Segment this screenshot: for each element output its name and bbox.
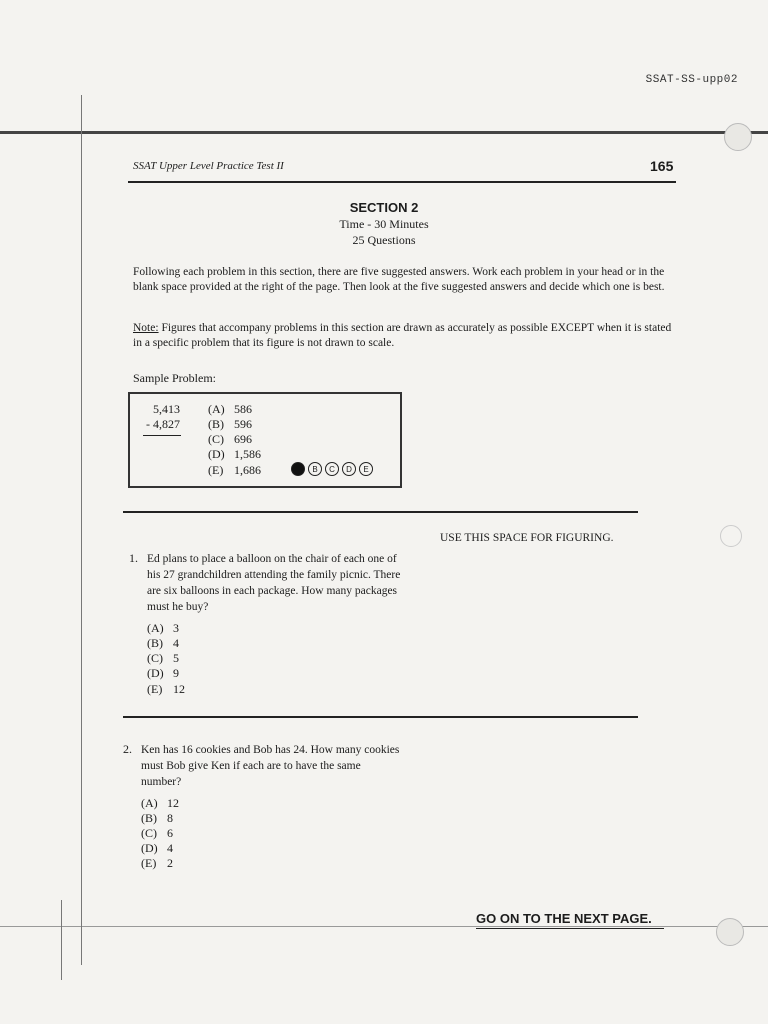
question-1-number: 1.	[129, 551, 138, 565]
section-questions: 25 Questions	[352, 233, 416, 247]
sample-problem-label: Sample Problem:	[133, 371, 216, 385]
answer-bubble-c[interactable]: C	[325, 462, 339, 476]
question-2-choice-d[interactable]: (D) 4	[141, 841, 173, 855]
punch-hole-middle	[720, 525, 742, 547]
binding-line	[0, 131, 768, 134]
question-2-choice-e[interactable]: (E) 2	[141, 856, 173, 870]
page-number: 165	[650, 158, 674, 174]
sample-minuend: 5,413	[153, 402, 180, 416]
question-1-choice-a[interactable]: (A) 3	[147, 621, 179, 635]
question-2-choice-c[interactable]: (C) 6	[141, 826, 173, 840]
answer-bubble-d[interactable]: D	[342, 462, 356, 476]
binding-line-bottom	[0, 926, 768, 927]
question-1-choice-b[interactable]: (B) 4	[147, 636, 179, 650]
question-1-choice-c[interactable]: (C) 5	[147, 651, 179, 665]
question-1-choice-e[interactable]: (E) 12	[147, 682, 185, 696]
sample-choice-a: (A) 586	[208, 402, 252, 416]
answer-bubble-filled[interactable]	[291, 462, 305, 476]
sample-choice-e: (E) 1,686	[208, 463, 261, 477]
question-1-text: Ed plans to place a balloon on the chair of each one of his 27 grandchildren attending the family picnic. There are six balloons in each package. How many packages must he buy?	[147, 553, 401, 613]
question-2-text: Ken has 16 cookies and Bob has 24. How many cookies must Bob give Ken if each are to have the same number?	[141, 744, 400, 788]
note-label: Note:	[133, 322, 159, 334]
header-rule	[128, 181, 676, 183]
question-divider	[123, 716, 638, 718]
sample-choice-b: (B) 596	[208, 417, 252, 431]
question-2-choice-b[interactable]: (B) 8	[141, 811, 173, 825]
sample-underline	[143, 435, 181, 436]
sample-choice-c: (C) 696	[208, 432, 252, 446]
document-code: SSAT-SS-upp02	[645, 74, 738, 86]
figuring-space-label: USE THIS SPACE FOR FIGURING.	[440, 532, 614, 544]
question-2-number: 2.	[123, 742, 132, 756]
header-title: SSAT Upper Level Practice Test II	[133, 160, 284, 172]
section-title: SECTION 2	[349, 200, 419, 215]
sample-choice-d: (D) 1,586	[208, 447, 261, 461]
next-page-underline	[476, 928, 664, 929]
section-time: Time - 30 Minutes	[339, 217, 429, 231]
section-divider	[123, 511, 638, 513]
punch-hole-bottom	[716, 918, 744, 946]
note-paragraph	[133, 321, 678, 351]
question-1-choice-d[interactable]: (D) 9	[147, 666, 179, 680]
answer-bubble-e[interactable]: E	[359, 462, 373, 476]
sample-answer-bubbles	[291, 462, 373, 476]
punch-hole-top	[724, 123, 752, 151]
sample-subtrahend: - 4,827	[146, 417, 180, 431]
question-2-choice-a[interactable]: (A) 12	[141, 796, 179, 810]
next-page-notice: GO ON TO THE NEXT PAGE.	[476, 911, 652, 926]
note-text: Figures that accompany problems in this section are drawn as accurately as possible EXCEPT when it is stated in a specific problem that its figure is not drawn to scale.	[133, 322, 672, 349]
left-margin-line-lower	[61, 900, 62, 980]
answer-bubble-b[interactable]: B	[308, 462, 322, 476]
instructions-paragraph: Following each problem in this section, there are five suggested answers. Work each problem in your head or in the blank space provided at the right of the page. Then look at the five suggested answers and decide which one is best.	[133, 266, 665, 293]
